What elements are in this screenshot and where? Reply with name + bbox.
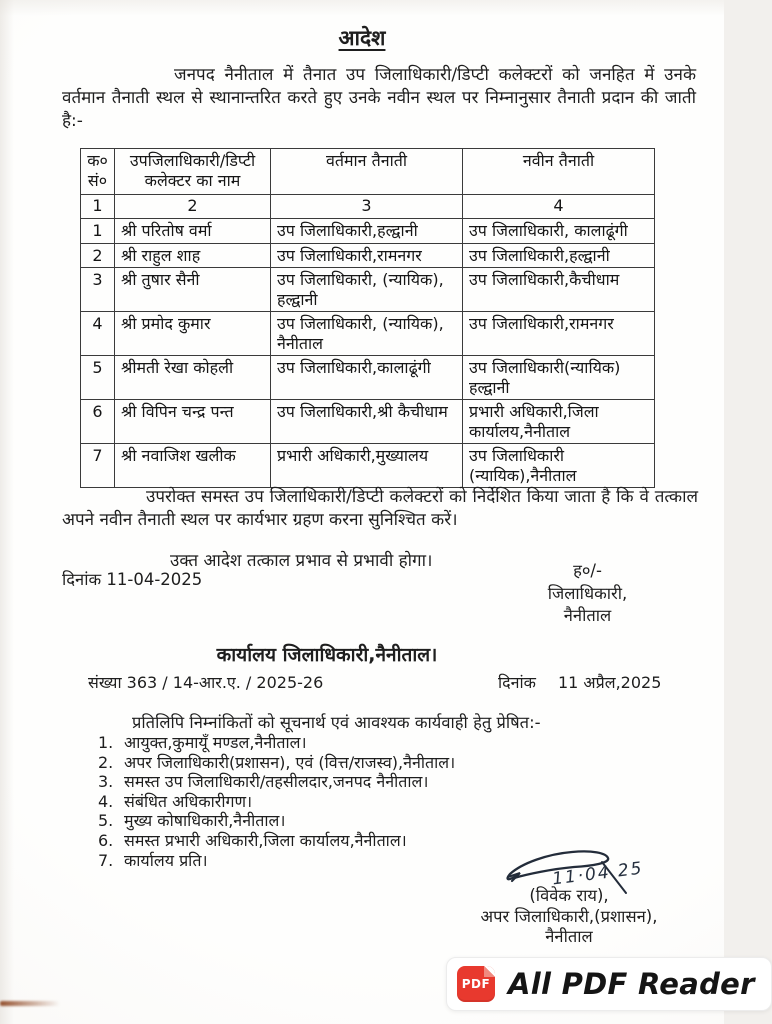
header-current-posting: वर्तमान तैनाती [271, 149, 463, 195]
cell-serial: 5 [81, 356, 115, 400]
item-number: 7. [98, 850, 114, 870]
table-row [81, 400, 655, 444]
cell-name: श्री राहुल शाह [115, 243, 271, 268]
cell-serial: 4 [81, 312, 115, 356]
cell-current: उप जिलाधिकारी, (न्यायिक), नैनीताल [271, 312, 463, 356]
page-title: आदेश [338, 26, 386, 50]
watermark-badge[interactable] [446, 957, 772, 1011]
cell-name: श्री विपिन चन्द्र पन्त [115, 400, 271, 444]
transfer-table [80, 148, 655, 488]
cell-current: प्रभारी अधिकारी,मुख्यालय [271, 444, 463, 488]
scan-edge-artifact [0, 1001, 60, 1006]
watermark-label: All PDF Reader [508, 967, 755, 1001]
header-new-posting: नवीन तैनाती [463, 149, 655, 195]
reference-date-label: दिनांक [498, 673, 536, 692]
table-header-row [81, 149, 655, 195]
signature-block-adm [428, 886, 710, 948]
cell-name: श्री प्रमोद कुमार [115, 312, 271, 356]
cell-new: उप जिलाधिकारी,रामनगर [463, 312, 655, 356]
office-line: कार्यालय जिलाधिकारी,नैनीताल। [216, 644, 438, 666]
list-item [98, 811, 455, 831]
directive-paragraph: उपरोक्त समस्त उप जिलाधिकारी/डिप्टी कलेक्टरों को निर्देशित किया जाता है कि वे तत्काल अपने नवीन तैनाती स्थल पर कार्यभार ग्रहण करना सुनिश्चित करें। [62, 487, 698, 530]
item-number: 1. [98, 733, 114, 752]
cell-current: उप जिलाधिकारी, (न्यायिक), हल्द्वानी [271, 268, 463, 312]
cell-serial: 6 [81, 400, 115, 444]
item-text: कार्यालय प्रति। [124, 850, 208, 870]
signatory-place: नैनीताल [545, 927, 593, 946]
table-row [81, 312, 655, 356]
header-serial: क० सं० [81, 149, 115, 195]
list-item [98, 733, 455, 753]
cell-current: उप जिलाधिकारी,रामनगर [271, 243, 463, 268]
item-number: 3. [98, 772, 114, 792]
pdf-app-icon: PDF [457, 966, 495, 1002]
list-item [98, 831, 455, 851]
signed-mark: ह०/- [573, 561, 602, 580]
column-index-row [81, 195, 655, 219]
table-row [81, 356, 655, 400]
cell-new: उप जिलाधिकारी (न्यायिक),नैनीताल [463, 444, 655, 488]
cell-name: श्री तुषार सैनी [115, 268, 271, 312]
item-text: समस्त प्रभारी अधिकारी,जिला कार्यालय,नैनीताल। [124, 830, 407, 850]
cell-serial: 7 [81, 444, 115, 488]
cell-serial: 3 [81, 268, 115, 312]
signatory-post: अपर जिलाधिकारी,(प्रशासन), [480, 906, 658, 926]
cell-new: उप जिलाधिकारी,कैचीधाम [463, 268, 655, 312]
index-cell: 4 [463, 195, 655, 219]
cell-current: उप जिलाधिकारी,श्री कैचीधाम [271, 400, 463, 444]
cell-name: श्री परितोष वर्मा [115, 219, 271, 244]
cell-new: उप जिलाधिकारी(न्यायिक) हल्द्वानी [463, 356, 655, 400]
signatory-name: (विवेक राय), [529, 886, 609, 905]
table-row [81, 243, 655, 268]
index-cell: 3 [271, 195, 463, 219]
cell-name: श्रीमती रेखा कोहली [115, 356, 271, 400]
effective-line: उक्त आदेश तत्काल प्रभाव से प्रभावी होगा। [170, 551, 433, 571]
item-number: 4. [98, 791, 114, 811]
table-row [81, 219, 655, 244]
list-item [98, 851, 455, 871]
copies-intro: प्रतिलिपि निम्नांकितों को सूचनार्थ एवं आवश्यक कार्यवाही हेतु प्रेषित:- [132, 713, 541, 732]
reference-number: संख्या 363 / 14-आर.ए. / 2025-26 [88, 673, 324, 692]
cell-serial: 2 [81, 243, 115, 268]
item-text: समस्त उप जिलाधिकारी/तहसीलदार,जनपद नैनीताल। [124, 772, 429, 792]
item-text: संबंधित अधिकारीगण। [124, 791, 253, 811]
list-item [98, 753, 455, 773]
header-name: उपजिलाधिकारी/डिप्टी कलेक्टर का नाम [115, 149, 271, 195]
item-text: अपर जिलाधिकारी(प्रशासन), एवं (वित्त/राजस्व),नैनीताल। [124, 752, 456, 772]
item-text: आयुक्त,कुमायूँ मण्डल,नैनीताल। [124, 733, 307, 752]
table-row [81, 444, 655, 488]
cell-serial: 1 [81, 219, 115, 244]
order-title-wrap [0, 24, 724, 52]
order-date: दिनांक 11-04-2025 [62, 570, 203, 589]
list-item [98, 792, 455, 812]
item-number: 2. [98, 752, 114, 772]
cell-new: उप जिलाधिकारी, कालाढूंगी [463, 219, 655, 244]
cell-current: उप जिलाधिकारी,कालाढूंगी [271, 356, 463, 400]
item-text: मुख्य कोषाधिकारी,नैनीताल। [124, 811, 286, 831]
index-cell: 2 [115, 195, 271, 219]
reference-date [498, 671, 661, 693]
intro-paragraph: जनपद नैनीताल में तैनात उप जिलाधिकारी/डिप्टी कलेक्टरों को जनहित में उनके वर्तमान तैनाती स्थल से स्थानान्तरित करते हुए उनके नवीन स्थल पर निम्नानुसार तैनाती प्रदान की जाती है:- [62, 65, 696, 131]
item-number: 6. [98, 830, 114, 850]
reference-date-value: 11 अप्रैल,2025 [557, 673, 662, 692]
cell-current: उप जिलाधिकारी,हल्द्वानी [271, 219, 463, 244]
cell-new: उप जिलाधिकारी,हल्द्वानी [463, 243, 655, 268]
cell-name: श्री नवाजिश खलीक [115, 444, 271, 488]
table-row [81, 268, 655, 312]
signatory-post: जिलाधिकारी, [547, 583, 628, 603]
list-item [98, 772, 455, 792]
signature-block-dm [505, 560, 670, 628]
item-number: 5. [98, 811, 114, 831]
signatory-place: नैनीताल [563, 606, 612, 625]
index-cell: 1 [81, 195, 115, 219]
handwritten-date: 11·04 25 [551, 858, 645, 890]
copies-list [98, 733, 455, 870]
cell-new: प्रभारी अधिकारी,जिला कार्यालय,नैनीताल [463, 400, 655, 444]
